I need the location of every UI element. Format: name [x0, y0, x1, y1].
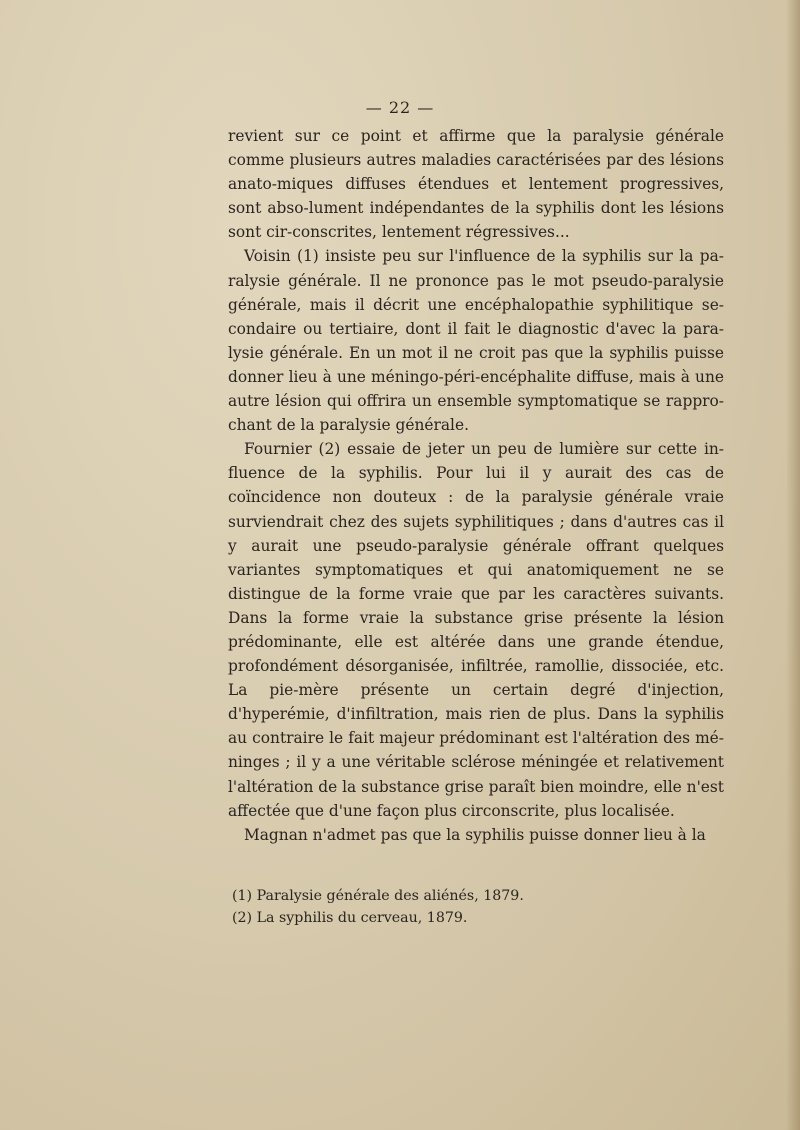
paragraph: Voisin (1) insiste peu sur l'influence de la syphilis sur la pa-ralysie générale. Il ne prononce pas le mot pseudo-paralysie générale, mais il décrit une encéphalopathie syphilitique se-condaire ou tertiaire, dont il fait le diagnostic d'avec la para-lysie générale. En un mot il ne croit pas que la syphilis puisse donner lieu à une méningo-péri-encéphalite diffuse, mais à une autre lésion qui offrira un ensemble symptomatique se rappro-chant de la paralysie générale.: [228, 247, 724, 435]
footnote: (2) La syphilis du cerveau, 1879.: [232, 910, 468, 926]
footnote: (1) Paralysie générale des aliénés, 1879.: [232, 888, 524, 904]
body-text: [228, 124, 724, 847]
footnotes: [232, 885, 712, 929]
page-number: — 22 —: [365, 98, 435, 117]
paragraph: Fournier (2) essaie de jeter un peu de lumière sur cette in-fluence de la syphilis. Pour lui il y aurait des cas de coïncidence non douteux : de la paralysie générale vraie surviendrait chez des sujets syphilitiques ; dans d'autres cas il y aurait une pseudo-paralysie générale offrant quelques variantes symptomatiques et qui anatomiquement ne se distingue de la forme vraie que par les caractères suivants. Dans la forme vraie la substance grise présente la lésion prédominante, elle est altérée dans une grande étendue, profondément désorganisée, infiltrée, ramollie, dissociée, etc. La pie-mère présente un certain degré d'injection, d'hyperémie, d'infiltration, mais rien de plus. Dans la syphilis au contraire le fait majeur prédominant est l'altération des mé-ninges ; il y a une véritable sclérose méningée et relativement l'altération de la substance grise paraît bien moindre, elle n'est affectée que d'une façon plus circonscrite, plus localisée.: [228, 440, 724, 820]
paragraph: Magnan n'admet pas que la syphilis puisse donner lieu à la: [244, 825, 706, 844]
paragraph: revient sur ce point et affirme que la paralysie générale comme plusieurs autres maladies caractérisées par des lésions anato-miques diffuses étendues et lentement progressives, sont abso-lument indépendantes de la syphilis dont les lésions sont cir-conscrites, lentement régressives...: [228, 127, 724, 242]
page-edge-shadow: [786, 0, 800, 1130]
